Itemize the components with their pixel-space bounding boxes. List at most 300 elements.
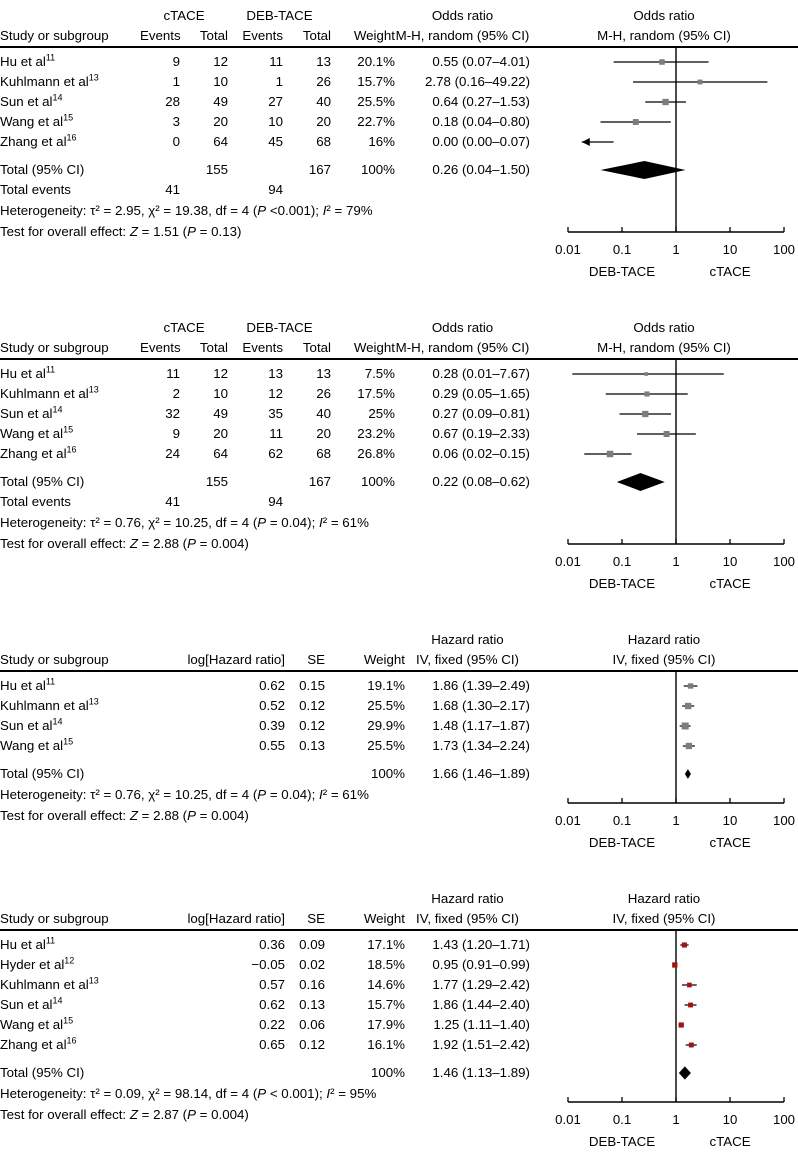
study-name <box>0 92 140 112</box>
effect-header: Hazard ratio <box>431 632 504 647</box>
overall-effect-note: Test for overall effect: Z = 1.51 (P = 0.13) <box>0 224 242 239</box>
axis-tick-label: 100 <box>772 813 796 828</box>
study-label: Kuhlmann et al <box>0 74 89 89</box>
spacer <box>140 472 180 492</box>
study-name <box>0 52 140 72</box>
events-group1: 1 <box>172 74 180 89</box>
study-row <box>0 736 530 756</box>
study-row <box>0 424 530 444</box>
ci-text: 0.64 (0.27–1.53) <box>432 94 530 109</box>
col-total2-header: Total <box>302 28 331 43</box>
col-events1-header: Events <box>140 28 181 43</box>
study-name <box>0 444 140 464</box>
plot-effect-header: Hazard ratio <box>627 632 701 647</box>
study-name <box>0 1015 135 1035</box>
study-name <box>0 424 140 444</box>
study-label: Sun et al <box>0 94 53 109</box>
standard-error: 0.13 <box>299 738 325 753</box>
study-name <box>0 995 135 1015</box>
study-row <box>0 935 530 955</box>
ci-clip-arrow <box>582 138 590 146</box>
ci-text: 0.00 (0.00–0.07) <box>432 134 530 149</box>
study-ref: 16 <box>66 444 77 455</box>
study-row <box>0 404 530 424</box>
events-group1: 3 <box>172 114 180 129</box>
col-study-header: Study or subgroup <box>0 340 109 355</box>
weight: 7.5% <box>364 366 395 381</box>
study-ref: 13 <box>88 696 99 707</box>
total-group2: 40 <box>316 406 331 421</box>
log-hazard-ratio: 0.22 <box>259 1017 285 1032</box>
axis-tick-label: 10 <box>722 242 738 257</box>
total-group2: 68 <box>316 446 331 461</box>
axis-tick-label: 0.1 <box>612 813 632 828</box>
study-label: Sun et al <box>0 718 53 733</box>
total-group1: 64 <box>213 134 228 149</box>
standard-error: 0.12 <box>299 718 325 733</box>
summary-diamond <box>617 473 665 491</box>
weight: 25% <box>368 406 395 421</box>
axis-tick-label: 1 <box>672 1112 680 1127</box>
weight: 15.7% <box>367 997 405 1012</box>
axis-tick-label: 1 <box>672 554 680 569</box>
study-ref: 14 <box>52 995 63 1006</box>
standard-error: 0.15 <box>299 678 325 693</box>
events-group2: 35 <box>268 406 283 421</box>
spacer <box>0 889 405 909</box>
study-ref: 13 <box>88 384 99 395</box>
study-ref: 13 <box>88 975 99 986</box>
plot-method-header: IV, fixed (95% CI) <box>612 652 716 667</box>
ci-text: 1.86 (1.39–2.49) <box>432 678 530 693</box>
log-hazard-ratio: 0.36 <box>259 937 285 952</box>
forest-panel-3 <box>0 628 798 859</box>
study-ref: 14 <box>52 716 63 727</box>
axis-tick-label: 1 <box>672 813 680 828</box>
study-ref: 15 <box>63 112 74 123</box>
plot-effect-header: Odds ratio <box>633 320 695 335</box>
events-group2: 27 <box>268 94 283 109</box>
study-label: Hyder et al <box>0 957 65 972</box>
events-group2: 45 <box>268 134 283 149</box>
ci-text: 1.43 (1.20–1.71) <box>432 937 530 952</box>
log-hazard-ratio: 0.62 <box>259 997 285 1012</box>
effect-marker <box>682 942 687 947</box>
spacer <box>0 318 140 338</box>
study-label: Wang et al <box>0 426 64 441</box>
events-group1: 24 <box>165 446 180 461</box>
axis-group-label-left: DEB-TACE <box>588 1134 656 1149</box>
study-ref: 16 <box>66 1035 77 1046</box>
spacer <box>285 1063 325 1083</box>
study-ref: 15 <box>63 1015 74 1026</box>
study-row <box>0 92 530 112</box>
column-header-row <box>0 909 530 929</box>
standard-error: 0.13 <box>299 997 325 1012</box>
log-hazard-ratio: 0.39 <box>259 718 285 733</box>
effect-marker <box>664 431 670 437</box>
summary-diamond <box>685 769 691 779</box>
total-ci-text: 1.46 (1.13–1.89) <box>432 1065 530 1080</box>
plot-method-header: M-H, random (95% CI) <box>597 28 731 43</box>
total-group2: 20 <box>316 114 331 129</box>
study-label: Wang et al <box>0 1017 64 1032</box>
total-group1: 49 <box>213 406 228 421</box>
total-group1: 12 <box>213 54 228 69</box>
group2-header: DEB-TACE <box>246 320 313 335</box>
effect-marker <box>687 983 692 988</box>
study-row <box>0 975 530 995</box>
total-group2: 26 <box>316 74 331 89</box>
events-group2: 1 <box>275 74 283 89</box>
axis-tick-label: 0.1 <box>612 1112 632 1127</box>
total-group2: 40 <box>316 94 331 109</box>
study-ref: 11 <box>45 364 56 375</box>
col-total1-header: Total <box>199 28 228 43</box>
total-row <box>0 472 530 492</box>
spacer <box>228 160 283 180</box>
heterogeneity-note: Heterogeneity: τ² = 0.76, χ² = 10.25, df = 4 (P = 0.04); I² = 61% <box>0 515 369 530</box>
ci-text: 0.18 (0.04–0.80) <box>432 114 530 129</box>
spacer <box>331 6 395 26</box>
effect-marker <box>659 59 665 65</box>
effect-marker <box>686 743 692 749</box>
forest-plot-canvas <box>530 316 798 600</box>
weight: 29.9% <box>367 718 405 733</box>
forest-plot-canvas <box>530 887 798 1158</box>
total-events-group2: 94 <box>268 182 283 197</box>
total-ci-text: 1.66 (1.46–1.89) <box>432 766 530 781</box>
events-group1: 11 <box>166 366 180 381</box>
col-ci-header: IV, fixed (95% CI) <box>416 911 519 926</box>
spacer <box>135 764 285 784</box>
ci-text: 0.95 (0.91–0.99) <box>432 957 530 972</box>
col-weight-header: Weight <box>353 340 395 355</box>
events-group2: 13 <box>268 366 283 381</box>
total-events-row <box>0 492 530 512</box>
study-ref: 14 <box>52 404 63 415</box>
total-group1: 49 <box>213 94 228 109</box>
total-group1: 20 <box>213 114 228 129</box>
total-group1: 20 <box>213 426 228 441</box>
effect-marker <box>662 99 668 105</box>
weight: 23.2% <box>357 426 395 441</box>
col-ci-header: M-H, random (95% CI) <box>395 340 530 355</box>
total-events-group1: 41 <box>165 494 180 509</box>
study-row <box>0 955 530 975</box>
ci-text: 0.67 (0.19–2.33) <box>432 426 530 441</box>
spacer <box>135 1063 285 1083</box>
study-row <box>0 384 530 404</box>
col-total1-header: Total <box>199 340 228 355</box>
standard-error: 0.12 <box>299 698 325 713</box>
study-ref: 15 <box>63 424 74 435</box>
axis-tick-label: 0.01 <box>555 554 581 569</box>
log-hazard-ratio: 0.55 <box>259 738 285 753</box>
study-row <box>0 696 530 716</box>
effect-marker <box>685 703 691 709</box>
study-row <box>0 995 530 1015</box>
study-ref: 11 <box>45 935 56 946</box>
col-study-header: Study or subgroup <box>0 652 109 667</box>
header-group-row <box>0 630 530 650</box>
forest-plot-canvas <box>530 4 798 288</box>
plot-method-header: IV, fixed (95% CI) <box>612 911 716 926</box>
events-group2: 62 <box>268 446 283 461</box>
ci-text: 0.55 (0.07–4.01) <box>432 54 530 69</box>
events-group1: 9 <box>172 426 180 441</box>
total-weight: 100% <box>370 1065 405 1080</box>
study-row <box>0 716 530 736</box>
effect-marker <box>698 80 703 85</box>
standard-error: 0.09 <box>299 937 325 952</box>
axis-group-label-left: DEB-TACE <box>588 576 656 591</box>
study-ref: 16 <box>66 132 77 143</box>
effect-marker <box>672 962 677 967</box>
col-weight-header: Weight <box>353 28 395 43</box>
ci-text: 1.73 (1.34–2.24) <box>432 738 530 753</box>
col-study-header: Study or subgroup <box>0 911 109 926</box>
study-name <box>0 1035 135 1055</box>
log-hazard-ratio: 0.62 <box>259 678 285 693</box>
ci-text: 1.48 (1.17–1.87) <box>432 718 530 733</box>
col-events1-header: Events <box>140 340 181 355</box>
effect-marker <box>688 1003 693 1008</box>
events-group1: 28 <box>165 94 180 109</box>
weight: 18.5% <box>367 957 405 972</box>
effect-marker <box>644 391 649 396</box>
events-group2: 11 <box>269 426 283 441</box>
total-events-group1: 41 <box>165 182 180 197</box>
header-group-row <box>0 6 530 26</box>
spacer <box>0 630 405 650</box>
ci-text: 0.06 (0.02–0.15) <box>432 446 530 461</box>
total-group2: 20 <box>316 426 331 441</box>
events-group1: 9 <box>172 54 180 69</box>
total-events-label: Total events <box>0 182 71 197</box>
events-group2: 10 <box>268 114 283 129</box>
study-ref: 12 <box>64 955 75 966</box>
col-se-header: SE <box>307 911 325 926</box>
summary-diamond <box>601 161 686 179</box>
overall-effect-note: Test for overall effect: Z = 2.88 (P = 0.004) <box>0 536 249 551</box>
spacer <box>0 6 140 26</box>
weight: 17.5% <box>357 386 395 401</box>
total-label: Total (95% CI) <box>0 766 85 781</box>
study-row <box>0 364 530 384</box>
effect-marker <box>688 683 693 688</box>
study-name <box>0 736 135 756</box>
weight: 16.1% <box>367 1037 405 1052</box>
ci-text: 1.25 (1.11–1.40) <box>433 1017 530 1032</box>
effect-marker <box>679 1022 684 1027</box>
forest-panel-2 <box>0 316 798 600</box>
weight: 26.8% <box>357 446 395 461</box>
weight: 16% <box>368 134 395 149</box>
weight: 25.5% <box>367 738 405 753</box>
axis-group-label-left: DEB-TACE <box>588 835 656 850</box>
study-name <box>0 955 135 975</box>
total-group1: 10 <box>213 74 228 89</box>
overall-effect-note: Test for overall effect: Z = 2.88 (P = 0.004) <box>0 808 249 823</box>
total-group2: 13 <box>316 366 331 381</box>
weight: 19.1% <box>367 678 405 693</box>
heterogeneity-note: Heterogeneity: τ² = 2.95, χ² = 19.38, df = 4 (P <0.001); I² = 79% <box>0 203 373 218</box>
study-label: Zhang et al <box>0 446 67 461</box>
col-ci-header: IV, fixed (95% CI) <box>416 652 519 667</box>
ci-text: 1.92 (1.51–2.42) <box>432 1037 530 1052</box>
weight: 25.5% <box>357 94 395 109</box>
log-hazard-ratio: 0.65 <box>259 1037 285 1052</box>
study-label: Hu et al <box>0 937 46 952</box>
total-ci-text: 0.26 (0.04–1.50) <box>432 162 530 177</box>
col-loghr-header: log[Hazard ratio] <box>187 652 285 667</box>
spacer <box>140 160 180 180</box>
col-events2-header: Events <box>242 28 283 43</box>
study-row <box>0 112 530 132</box>
study-name <box>0 72 140 92</box>
column-header-row <box>0 338 530 358</box>
study-row <box>0 1015 530 1035</box>
axis-tick-label: 10 <box>722 1112 738 1127</box>
log-hazard-ratio: −0.05 <box>251 957 285 972</box>
effect-marker <box>689 1043 694 1048</box>
axis-group-label-right: cTACE <box>709 576 751 591</box>
axis-tick-label: 10 <box>722 554 738 569</box>
axis-tick-label: 0.01 <box>555 242 581 257</box>
study-row <box>0 52 530 72</box>
col-weight-header: Weight <box>363 652 405 667</box>
events-group1: 32 <box>165 406 180 421</box>
total-row <box>0 160 530 180</box>
overall-effect-note: Test for overall effect: Z = 2.87 (P = 0.004) <box>0 1107 249 1122</box>
axis-tick-label: 1 <box>672 242 680 257</box>
effect-marker <box>682 723 689 730</box>
plot-effect-header: Odds ratio <box>633 8 695 23</box>
forest-panel-1 <box>0 4 798 288</box>
effect-marker <box>642 411 648 417</box>
heterogeneity-note: Heterogeneity: τ² = 0.76, χ² = 10.25, df = 4 (P = 0.04); I² = 61% <box>0 787 369 802</box>
study-name <box>0 404 140 424</box>
axis-tick-label: 100 <box>772 554 796 569</box>
total-group1: 12 <box>213 366 228 381</box>
forest-panel-4 <box>0 887 798 1158</box>
study-name <box>0 384 140 404</box>
ci-text: 0.29 (0.05–1.65) <box>432 386 530 401</box>
study-row <box>0 72 530 92</box>
study-name <box>0 676 135 696</box>
column-header-row <box>0 650 530 670</box>
study-label: Hu et al <box>0 54 46 69</box>
study-row <box>0 444 530 464</box>
study-label: Sun et al <box>0 997 53 1012</box>
study-label: Wang et al <box>0 738 64 753</box>
group1-header: cTACE <box>163 8 205 23</box>
events-group2: 12 <box>268 386 283 401</box>
study-label: Kuhlmann et al <box>0 698 89 713</box>
total-weight: 100% <box>370 766 405 781</box>
column-header-row <box>0 26 530 46</box>
total-label: Total (95% CI) <box>0 474 85 489</box>
weight: 25.5% <box>367 698 405 713</box>
study-name <box>0 132 140 152</box>
axis-tick-label: 10 <box>722 813 738 828</box>
study-label: Sun et al <box>0 406 53 421</box>
effect-marker <box>607 451 614 458</box>
ci-text: 0.28 (0.01–7.67) <box>432 366 530 381</box>
study-label: Wang et al <box>0 114 64 129</box>
total-row <box>0 1063 530 1083</box>
study-name <box>0 112 140 132</box>
spacer <box>180 492 228 512</box>
total-group1: 155 <box>205 162 228 177</box>
total-events-group2: 94 <box>268 494 283 509</box>
total-label: Total (95% CI) <box>0 1065 85 1080</box>
total-group2: 26 <box>316 386 331 401</box>
effect-header: Odds ratio <box>431 320 494 335</box>
plot-method-header: M-H, random (95% CI) <box>597 340 731 355</box>
events-group1: 0 <box>172 134 180 149</box>
spacer <box>285 764 325 784</box>
col-loghr-header: log[Hazard ratio] <box>187 911 285 926</box>
effect-marker <box>633 119 639 125</box>
effect-header: Odds ratio <box>431 8 494 23</box>
total-label: Total (95% CI) <box>0 162 85 177</box>
total-ci-text: 0.22 (0.08–0.62) <box>432 474 530 489</box>
axis-tick-label: 100 <box>772 242 796 257</box>
total-group2: 167 <box>308 474 331 489</box>
spacer <box>180 180 228 200</box>
effect-marker <box>644 372 648 376</box>
axis-tick-label: 100 <box>772 1112 796 1127</box>
log-hazard-ratio: 0.57 <box>259 977 285 992</box>
col-se-header: SE <box>307 652 325 667</box>
heterogeneity-note: Heterogeneity: τ² = 0.09, χ² = 98.14, df = 4 (P < 0.001); I² = 95% <box>0 1086 377 1101</box>
standard-error: 0.06 <box>299 1017 325 1032</box>
study-row <box>0 676 530 696</box>
weight: 22.7% <box>357 114 395 129</box>
study-ref: 14 <box>52 92 63 103</box>
study-ref: 15 <box>63 736 74 747</box>
study-name <box>0 975 135 995</box>
axis-group-label-right: cTACE <box>709 264 751 279</box>
study-name <box>0 364 140 384</box>
col-study-header: Study or subgroup <box>0 28 109 43</box>
axis-group-label-right: cTACE <box>709 835 751 850</box>
axis-tick-label: 0.01 <box>555 813 581 828</box>
total-weight: 100% <box>360 162 395 177</box>
axis-group-label-right: cTACE <box>709 1134 751 1149</box>
study-name <box>0 716 135 736</box>
events-group1: 2 <box>172 386 180 401</box>
study-label: Hu et al <box>0 678 46 693</box>
total-events-label: Total events <box>0 494 71 509</box>
col-weight-header: Weight <box>363 911 405 926</box>
axis-group-label-left: DEB-TACE <box>588 264 656 279</box>
ci-text: 1.77 (1.29–2.42) <box>432 977 530 992</box>
group2-header: DEB-TACE <box>246 8 313 23</box>
total-weight: 100% <box>360 474 395 489</box>
ci-text: 2.78 (0.16–49.22) <box>425 74 530 89</box>
study-label: Kuhlmann et al <box>0 386 89 401</box>
study-label: Zhang et al <box>0 1037 67 1052</box>
weight: 17.9% <box>367 1017 405 1032</box>
study-ref: 11 <box>45 676 56 687</box>
total-group1: 10 <box>213 386 228 401</box>
standard-error: 0.16 <box>299 977 325 992</box>
weight: 17.1% <box>367 937 405 952</box>
header-group-row <box>0 889 530 909</box>
